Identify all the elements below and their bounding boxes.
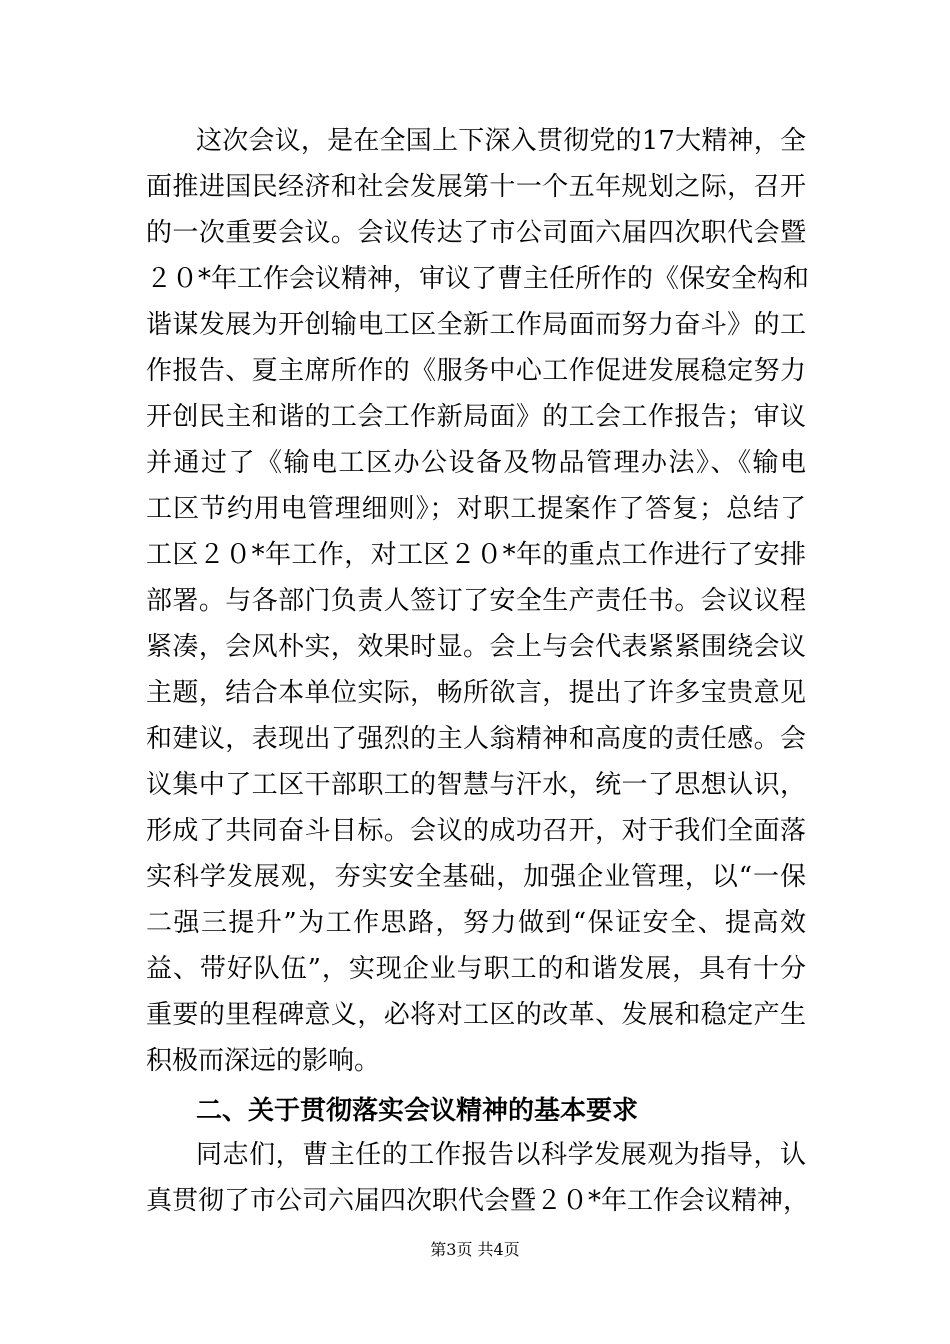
paragraph-line: 益、带好队伍”，实现企业与职工的和谐发展，具有十分 [146, 954, 806, 984]
paragraph-line: 并通过了《输电工区办公设备及物品管理办法》、《输电 [146, 448, 806, 478]
paragraph-line: 议集中了工区干部职工的智慧与汗水，统一了思想认识， [146, 770, 806, 800]
page-number-footer: 第3页 共4页 [430, 1240, 520, 1259]
paragraph-line: 紧凑，会风朴实，效果时显。会上与会代表紧紧围绕会议 [146, 632, 806, 662]
paragraph-line: 二强三提升”为工作思路，努力做到“保证安全、提高效 [146, 908, 806, 938]
paragraph-line: 同志们，曹主任的工作报告以科学发展观为指导，认 [196, 1140, 806, 1170]
paragraph-line: 的一次重要会议。会议传达了市公司面六届四次职代会暨 [146, 218, 806, 248]
paragraph-line: 积极而深远的影响。 [146, 1046, 381, 1076]
paragraph-line: 工区节约用电管理细则》；对职工提案作了答复；总结了 [146, 494, 806, 524]
paragraph-line: 真贯彻了市公司六届四次职代会暨２０*年工作会议精神， [146, 1186, 810, 1216]
paragraph-line: 部署。与各部门负责人签订了安全生产责任书。会议议程 [146, 586, 806, 616]
paragraph-line: 这次会议，是在全国上下深入贯彻党的17大精神，全 [196, 126, 806, 156]
paragraph-line: ２０*年工作会议精神，审议了曹主任所作的《保安全构和 [146, 264, 810, 294]
paragraph-line: 作报告、夏主席所作的《服务中心工作促进发展稳定努力 [146, 356, 806, 386]
paragraph-line: 实科学发展观，夯实安全基础，加强企业管理，以“一保 [146, 862, 806, 892]
section-heading: 二、关于贯彻落实会议精神的基本要求 [196, 1096, 639, 1126]
paragraph-line: 面推进国民经济和社会发展第十一个五年规划之际，召开 [146, 172, 806, 202]
paragraph-line: 开创民主和谐的工会工作新局面》的工会工作报告；审议 [146, 402, 806, 432]
paragraph-line: 形成了共同奋斗目标。会议的成功召开，对于我们全面落 [146, 816, 806, 846]
paragraph-line: 工区２０*年工作，对工区２０*年的重点工作进行了安排 [146, 540, 806, 570]
paragraph-line: 和建议，表现出了强烈的主人翁精神和高度的责任感。会 [146, 724, 806, 754]
paragraph-line: 谐谋发展为开创输电工区全新工作局面而努力奋斗》的工 [146, 310, 806, 340]
paragraph-line: 主题，结合本单位实际，畅所欲言，提出了许多宝贵意见 [146, 678, 806, 708]
paragraph-line: 重要的里程碑意义，必将对工区的改革、发展和稳定产生 [146, 1000, 806, 1030]
